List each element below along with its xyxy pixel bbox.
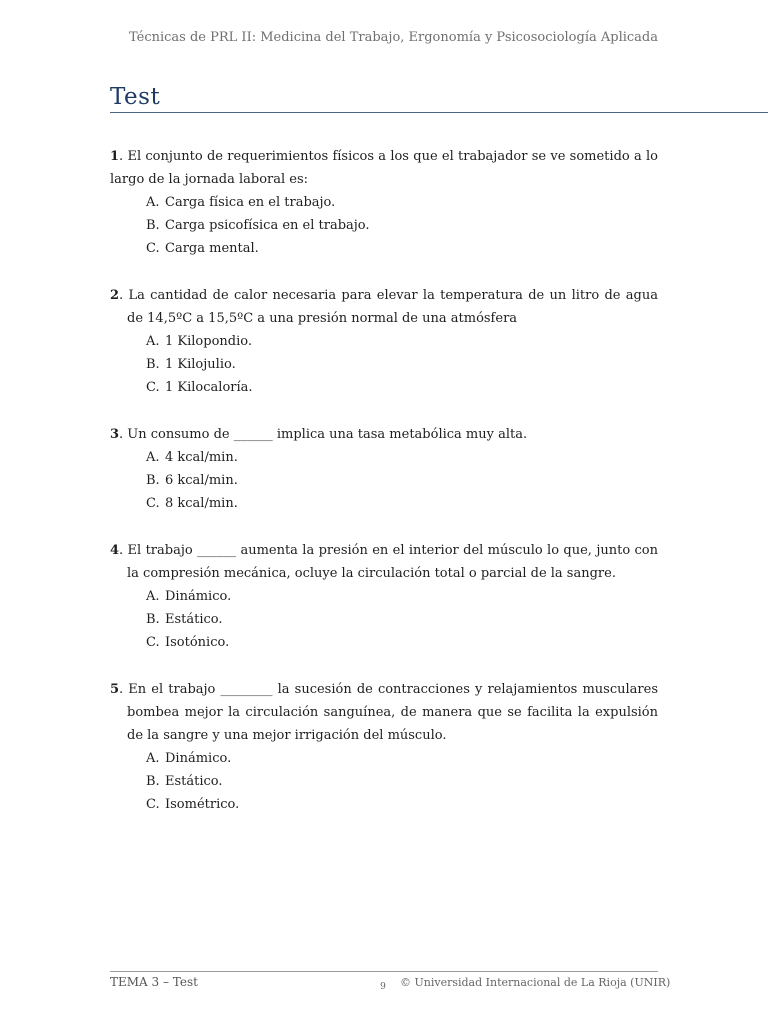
option-item	[146, 191, 658, 214]
option-item	[146, 747, 658, 770]
option-text: 6 kcal/min.	[165, 473, 238, 488]
option-text: Isométrico.	[165, 797, 240, 812]
option-text: 1 Kilocaloría.	[165, 380, 253, 395]
question-stem	[110, 145, 658, 191]
option-item	[146, 469, 658, 492]
option-letter: C.	[146, 380, 160, 395]
option-text: Carga física en el trabajo.	[165, 195, 336, 210]
option-letter: B.	[146, 774, 160, 789]
question-number: 2	[110, 288, 120, 303]
option-letter: B.	[146, 357, 160, 372]
option-letter: C.	[146, 496, 160, 511]
option-list	[110, 585, 658, 654]
option-item	[146, 214, 658, 237]
option-text: Dinámico.	[165, 589, 232, 604]
option-text: Carga psicofísica en el trabajo.	[165, 218, 370, 233]
question-text: . El conjunto de requerimientos físicos a los que el trabajador se ve sometido a lo largo de la jornada laboral es:	[110, 149, 658, 187]
question-number: 4	[110, 543, 120, 558]
question-stem	[110, 539, 658, 585]
option-item	[146, 608, 658, 631]
question-text: . La cantidad de calor necesaria para elevar la temperatura de un litro de agua de 14,5ºC a 15,5ºC a una presión normal de una atmósfera	[119, 288, 658, 326]
question-number: 3	[110, 427, 120, 442]
option-text: Estático.	[165, 612, 223, 627]
option-letter: A.	[146, 589, 160, 604]
question-list	[110, 145, 658, 840]
option-letter: A.	[146, 450, 160, 465]
option-list	[110, 330, 658, 399]
question-text: . El trabajo ______ aumenta la presión en el interior del músculo lo que, junto con la compresión mecánica, ocluye la circulación total o parcial de la sangre.	[119, 543, 658, 581]
option-item	[146, 330, 658, 353]
question-3	[110, 423, 658, 515]
option-letter: C.	[146, 241, 160, 256]
option-list	[110, 446, 658, 515]
option-text: Dinámico.	[165, 751, 232, 766]
option-letter: A.	[146, 751, 160, 766]
option-item	[146, 492, 658, 515]
option-item	[146, 446, 658, 469]
option-text: Estático.	[165, 774, 223, 789]
option-item	[146, 376, 658, 399]
question-text: . En el trabajo ________ la sucesión de contracciones y relajamientos musculares bombea mejor la circulación sanguínea, de manera que se facilita la expulsión de la sangre y una mejor irrigación del músculo.	[119, 682, 658, 743]
page-number: 9	[380, 982, 386, 992]
question-stem	[110, 423, 658, 446]
option-text: 8 kcal/min.	[165, 496, 238, 511]
option-item	[146, 237, 658, 260]
option-item	[146, 585, 658, 608]
question-number: 5	[110, 682, 120, 697]
option-item	[146, 770, 658, 793]
option-letter: C.	[146, 797, 160, 812]
option-list	[110, 191, 658, 260]
option-item	[146, 631, 658, 654]
option-letter: A.	[146, 195, 160, 210]
footer-section-label: TEMA 3 – Test	[110, 975, 198, 989]
question-stem	[110, 678, 658, 747]
option-letter: A.	[146, 334, 160, 349]
option-letter: B.	[146, 612, 160, 627]
question-1	[110, 145, 658, 260]
footer-divider	[110, 971, 658, 972]
option-letter: B.	[146, 218, 160, 233]
question-stem	[110, 284, 658, 330]
question-text: . Un consumo de ______ implica una tasa metabólica muy alta.	[119, 427, 528, 442]
running-header: Técnicas de PRL II: Medicina del Trabajo, Ergonomía y Psicosociología Aplicada	[128, 30, 658, 45]
question-2	[110, 284, 658, 399]
option-letter: C.	[146, 635, 160, 650]
option-item	[146, 353, 658, 376]
option-item	[146, 793, 658, 816]
page-title: Test	[110, 84, 161, 110]
question-4	[110, 539, 658, 654]
option-letter: B.	[146, 473, 160, 488]
question-5	[110, 678, 658, 816]
option-text: 4 kcal/min.	[165, 450, 238, 465]
option-text: 1 Kilojulio.	[165, 357, 236, 372]
title-divider	[110, 112, 768, 113]
footer-copyright: © Universidad Internacional de La Rioja (UNIR)	[400, 976, 671, 989]
option-text: 1 Kilopondio.	[165, 334, 252, 349]
option-list	[110, 747, 658, 816]
question-number: 1	[110, 149, 120, 164]
option-text: Carga mental.	[165, 241, 259, 256]
option-text: Isotónico.	[165, 635, 230, 650]
